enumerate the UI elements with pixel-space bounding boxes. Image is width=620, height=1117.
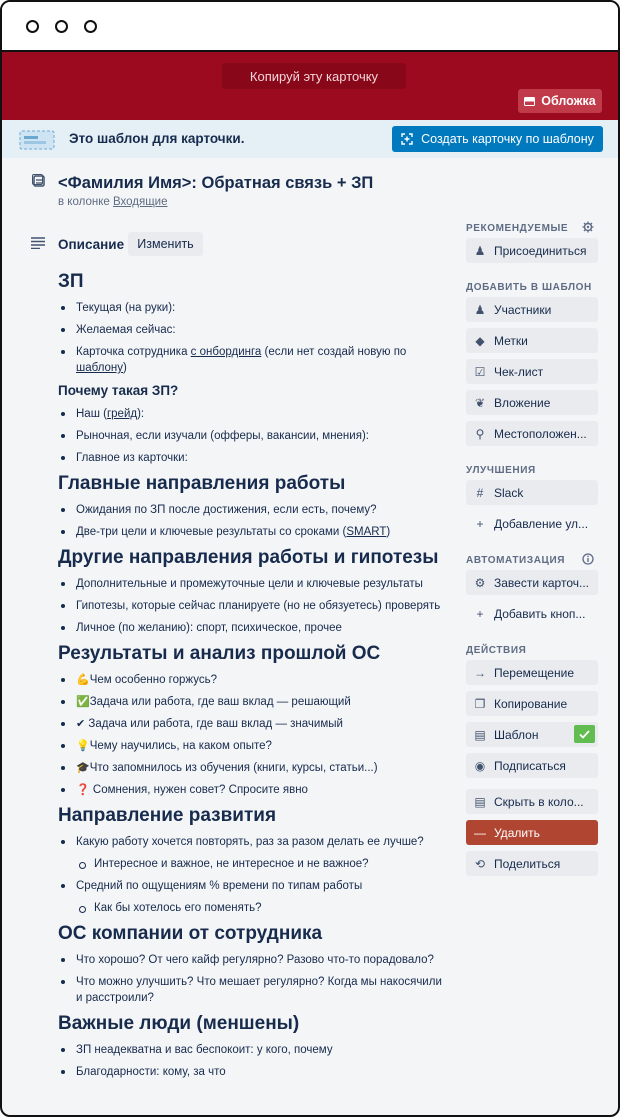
- list-item: [58, 694, 450, 710]
- copy-icon: ❐: [474, 696, 486, 711]
- attachment-button[interactable]: [466, 390, 598, 415]
- heading-why-salary: Почему такая ЗП?: [58, 383, 179, 398]
- location-pin-icon: ⚲: [475, 426, 485, 441]
- heading-company-feedback: ОС компании от сотрудника: [58, 923, 323, 944]
- heading-other-directions: Другие направления работы и гипотезы: [58, 547, 439, 568]
- delete-button[interactable]: [466, 820, 598, 845]
- watch-button[interactable]: [466, 753, 598, 778]
- grade-link[interactable]: грейд: [106, 408, 138, 420]
- card-cover: [2, 52, 618, 120]
- list-item: Какую работу хочется повторять, раз за разом делать ее лучше?: [58, 834, 450, 850]
- location-button[interactable]: [466, 421, 598, 446]
- heading-results: Результаты и анализ прошлой ОС: [58, 643, 381, 664]
- button-label: Подписаться: [494, 758, 566, 773]
- checkmark-icon[interactable]: [574, 725, 595, 743]
- check-mark-icon: ✔: [76, 718, 86, 730]
- item-text: Что запомнилось из обучения (книги, курсы, статьи...): [89, 762, 378, 774]
- gears-icon: ⚙: [474, 575, 486, 590]
- list-item: [58, 760, 450, 776]
- list-item: [58, 782, 450, 798]
- description-label: Описание: [58, 237, 125, 252]
- item-text: Карточка сотрудника: [76, 346, 191, 358]
- heading-label: АВТОМАТИЗАЦИЯ: [466, 554, 566, 566]
- add-powerup-button[interactable]: [466, 511, 598, 536]
- sub-list-item: Интересное и важное, не интересное и не важное?: [58, 856, 450, 872]
- button-label: Поделиться: [494, 856, 561, 871]
- plus-icon: +: [476, 516, 484, 531]
- template-card-icon: [19, 127, 59, 151]
- window-control-maximize[interactable]: [84, 20, 97, 33]
- checklist-icon: ☑: [474, 364, 486, 379]
- item-text: Чему научились, на каком опыте?: [89, 740, 272, 752]
- list-development: [58, 834, 450, 916]
- item-text: ):: [137, 408, 145, 420]
- list-company-feedback: [58, 952, 450, 1006]
- list-main-directions: [58, 502, 450, 540]
- list-item: Текущая (на руки):: [58, 300, 450, 316]
- template-banner: [2, 120, 618, 158]
- list-item: Рыночная, если изучали (офферы, вакансии, мнения):: [58, 428, 450, 444]
- template-toggle-button[interactable]: [466, 722, 598, 747]
- list-salary: [58, 300, 450, 376]
- sidebar: [466, 218, 598, 882]
- graduation-cap-icon: 🎓: [76, 762, 90, 774]
- list-item: [58, 524, 450, 540]
- gear-icon[interactable]: [582, 221, 594, 233]
- window-control-minimize[interactable]: [55, 20, 68, 33]
- heading-salary: ЗП: [58, 271, 84, 292]
- sidebar-heading-powerups: УЛУЧШЕНИЯ: [466, 464, 536, 476]
- hide-from-list-button[interactable]: [466, 789, 598, 814]
- cover-button-label: Обложка: [541, 94, 596, 108]
- create-card-automation-button[interactable]: [466, 570, 598, 595]
- eye-icon: ◉: [474, 758, 486, 773]
- list-other-directions: [58, 576, 450, 636]
- info-icon[interactable]: [582, 553, 594, 565]
- list-important-people: [58, 1042, 450, 1080]
- onboarding-link[interactable]: с онбординга: [190, 346, 262, 358]
- window-titlebar: [2, 2, 618, 52]
- list-item: Желаемая сейчас:: [58, 322, 450, 338]
- arrow-right-icon: →: [474, 665, 486, 680]
- user-icon: ♟: [474, 302, 486, 317]
- heading-development: Направление развития: [58, 805, 277, 826]
- list-item: ЗП неадекватна и вас беспокоит: у кого, почему: [58, 1042, 450, 1058]
- banner-text: Это шаблон для карточки.: [69, 131, 245, 146]
- description-body: [58, 264, 450, 1080]
- card-icon: [32, 174, 46, 188]
- button-label: Удалить: [494, 825, 540, 840]
- list-item: Дополнительные и промежуточные цели и ключевые результаты: [58, 576, 450, 592]
- cover-text: Копируй эту карточку: [222, 63, 406, 89]
- list-why-salary: [58, 406, 450, 466]
- column-link[interactable]: Входящие: [112, 196, 168, 208]
- move-button[interactable]: [466, 660, 598, 685]
- in-column-line: [58, 196, 167, 208]
- button-label: Местоположен...: [494, 426, 587, 441]
- list-item: Ожидания по ЗП после достижения, если есть, почему?: [58, 502, 450, 518]
- list-item: Что хорошо? От чего кайф регулярно? Разово что-то порадовало?: [58, 952, 450, 968]
- labels-button[interactable]: [466, 328, 598, 353]
- share-button[interactable]: [466, 851, 598, 876]
- button-label: Добавление ул...: [494, 516, 589, 531]
- add-button-button[interactable]: [466, 601, 598, 626]
- item-text: Задача или работа, где ваш вклад — значимый: [85, 718, 343, 730]
- list-item: [58, 406, 450, 422]
- list-item: Что можно улучшить? Что мешает регулярно? Когда мы накосячили и расстроили?: [58, 974, 450, 1006]
- button-label: Копирование: [494, 696, 568, 711]
- item-text: Сомнения, нужен совет? Спросите явно: [89, 784, 308, 796]
- item-text: Задача или работа, где ваш вклад — решающий: [89, 696, 351, 708]
- cover-icon: [524, 97, 535, 106]
- list-item: Благодарности: кому, за что: [58, 1064, 450, 1080]
- in-column-prefix: в колонке: [58, 196, 110, 208]
- light-bulb-icon: 💡: [76, 740, 90, 752]
- sidebar-heading-add-to-template: ДОБАВИТЬ В ШАБЛОН: [466, 281, 592, 293]
- cover-button[interactable]: [518, 89, 602, 113]
- button-label: Завести карточ...: [494, 575, 589, 590]
- item-text: Наш (: [76, 408, 107, 420]
- list-item: [58, 738, 450, 754]
- label-icon: ◆: [475, 333, 485, 348]
- add-card-icon: [401, 133, 413, 145]
- item-text: ): [123, 362, 127, 374]
- minus-icon: —: [474, 825, 486, 840]
- sidebar-heading-actions: ДЕЙСТВИЯ: [466, 644, 527, 656]
- join-button[interactable]: [466, 238, 598, 263]
- button-label: Шаблон: [494, 727, 539, 742]
- sidebar-heading-automation: [466, 550, 598, 570]
- list-item: Гипотезы, которые сейчас планируете (но не обязуетесь) проверять: [58, 598, 450, 614]
- button-label: Перемещение: [494, 665, 574, 680]
- window-control-close[interactable]: [26, 20, 39, 33]
- smart-link[interactable]: SMART: [346, 526, 387, 538]
- members-button[interactable]: [466, 297, 598, 322]
- template-icon: ▤: [474, 727, 486, 742]
- share-icon: ⟲: [474, 856, 486, 871]
- list-results: [58, 672, 450, 798]
- question-mark-icon: ❓: [76, 784, 90, 796]
- user-icon: ♟: [474, 243, 486, 258]
- button-label: Чек-лист: [494, 364, 544, 379]
- edit-description-button[interactable]: Изменить: [128, 232, 203, 256]
- heading-important-people: Важные люди (меншены): [58, 1013, 300, 1034]
- button-label: Метки: [494, 333, 528, 348]
- check-box-icon: ✅: [76, 696, 90, 708]
- button-label: Скрыть в коло...: [494, 794, 584, 809]
- description-icon: [31, 237, 45, 249]
- create-from-template-label: Создать карточку по шаблону: [421, 132, 594, 146]
- sidebar-heading-recommended: [466, 218, 598, 238]
- button-label: Добавить кноп...: [494, 606, 586, 621]
- heading-main-directions: Главные направления работы: [58, 473, 346, 494]
- item-text: Чем особенно горжусь?: [89, 674, 217, 686]
- list-item: Средний по ощущениям % времени по типам работы: [58, 878, 450, 894]
- button-label: Slack: [494, 485, 524, 500]
- item-text: ): [386, 526, 391, 538]
- list-item: Личное (по желанию): спорт, психическое, прочее: [58, 620, 450, 636]
- card-title[interactable]: <Фамилия Имя>: Обратная связь + ЗП: [58, 174, 374, 192]
- list-item: [58, 672, 450, 688]
- button-label: Вложение: [494, 395, 551, 410]
- sub-list-item: Как бы хотелось его поменять?: [58, 900, 450, 916]
- list-item: [58, 716, 450, 732]
- plus-icon: +: [476, 606, 484, 621]
- muscle-icon: 💪: [76, 674, 90, 686]
- item-text: (если нет создай новую по: [261, 346, 407, 358]
- list-item: Главное из карточки:: [58, 450, 450, 466]
- button-label: Присоединиться: [494, 243, 587, 258]
- list-item: [58, 344, 450, 376]
- slack-button[interactable]: [466, 480, 598, 505]
- create-from-template-button[interactable]: [392, 126, 603, 152]
- item-text: Две-три цели и ключевые результаты со сроками (: [76, 526, 347, 538]
- paperclip-icon: ❦: [474, 395, 486, 410]
- heading-label: РЕКОМЕНДУЕМЫЕ: [466, 222, 569, 234]
- slack-icon: #: [476, 485, 484, 500]
- template-link[interactable]: шаблону: [76, 362, 124, 374]
- button-label: Участники: [494, 302, 552, 317]
- checklist-button[interactable]: [466, 359, 598, 384]
- archive-icon: ▤: [474, 794, 486, 809]
- copy-button[interactable]: [466, 691, 598, 716]
